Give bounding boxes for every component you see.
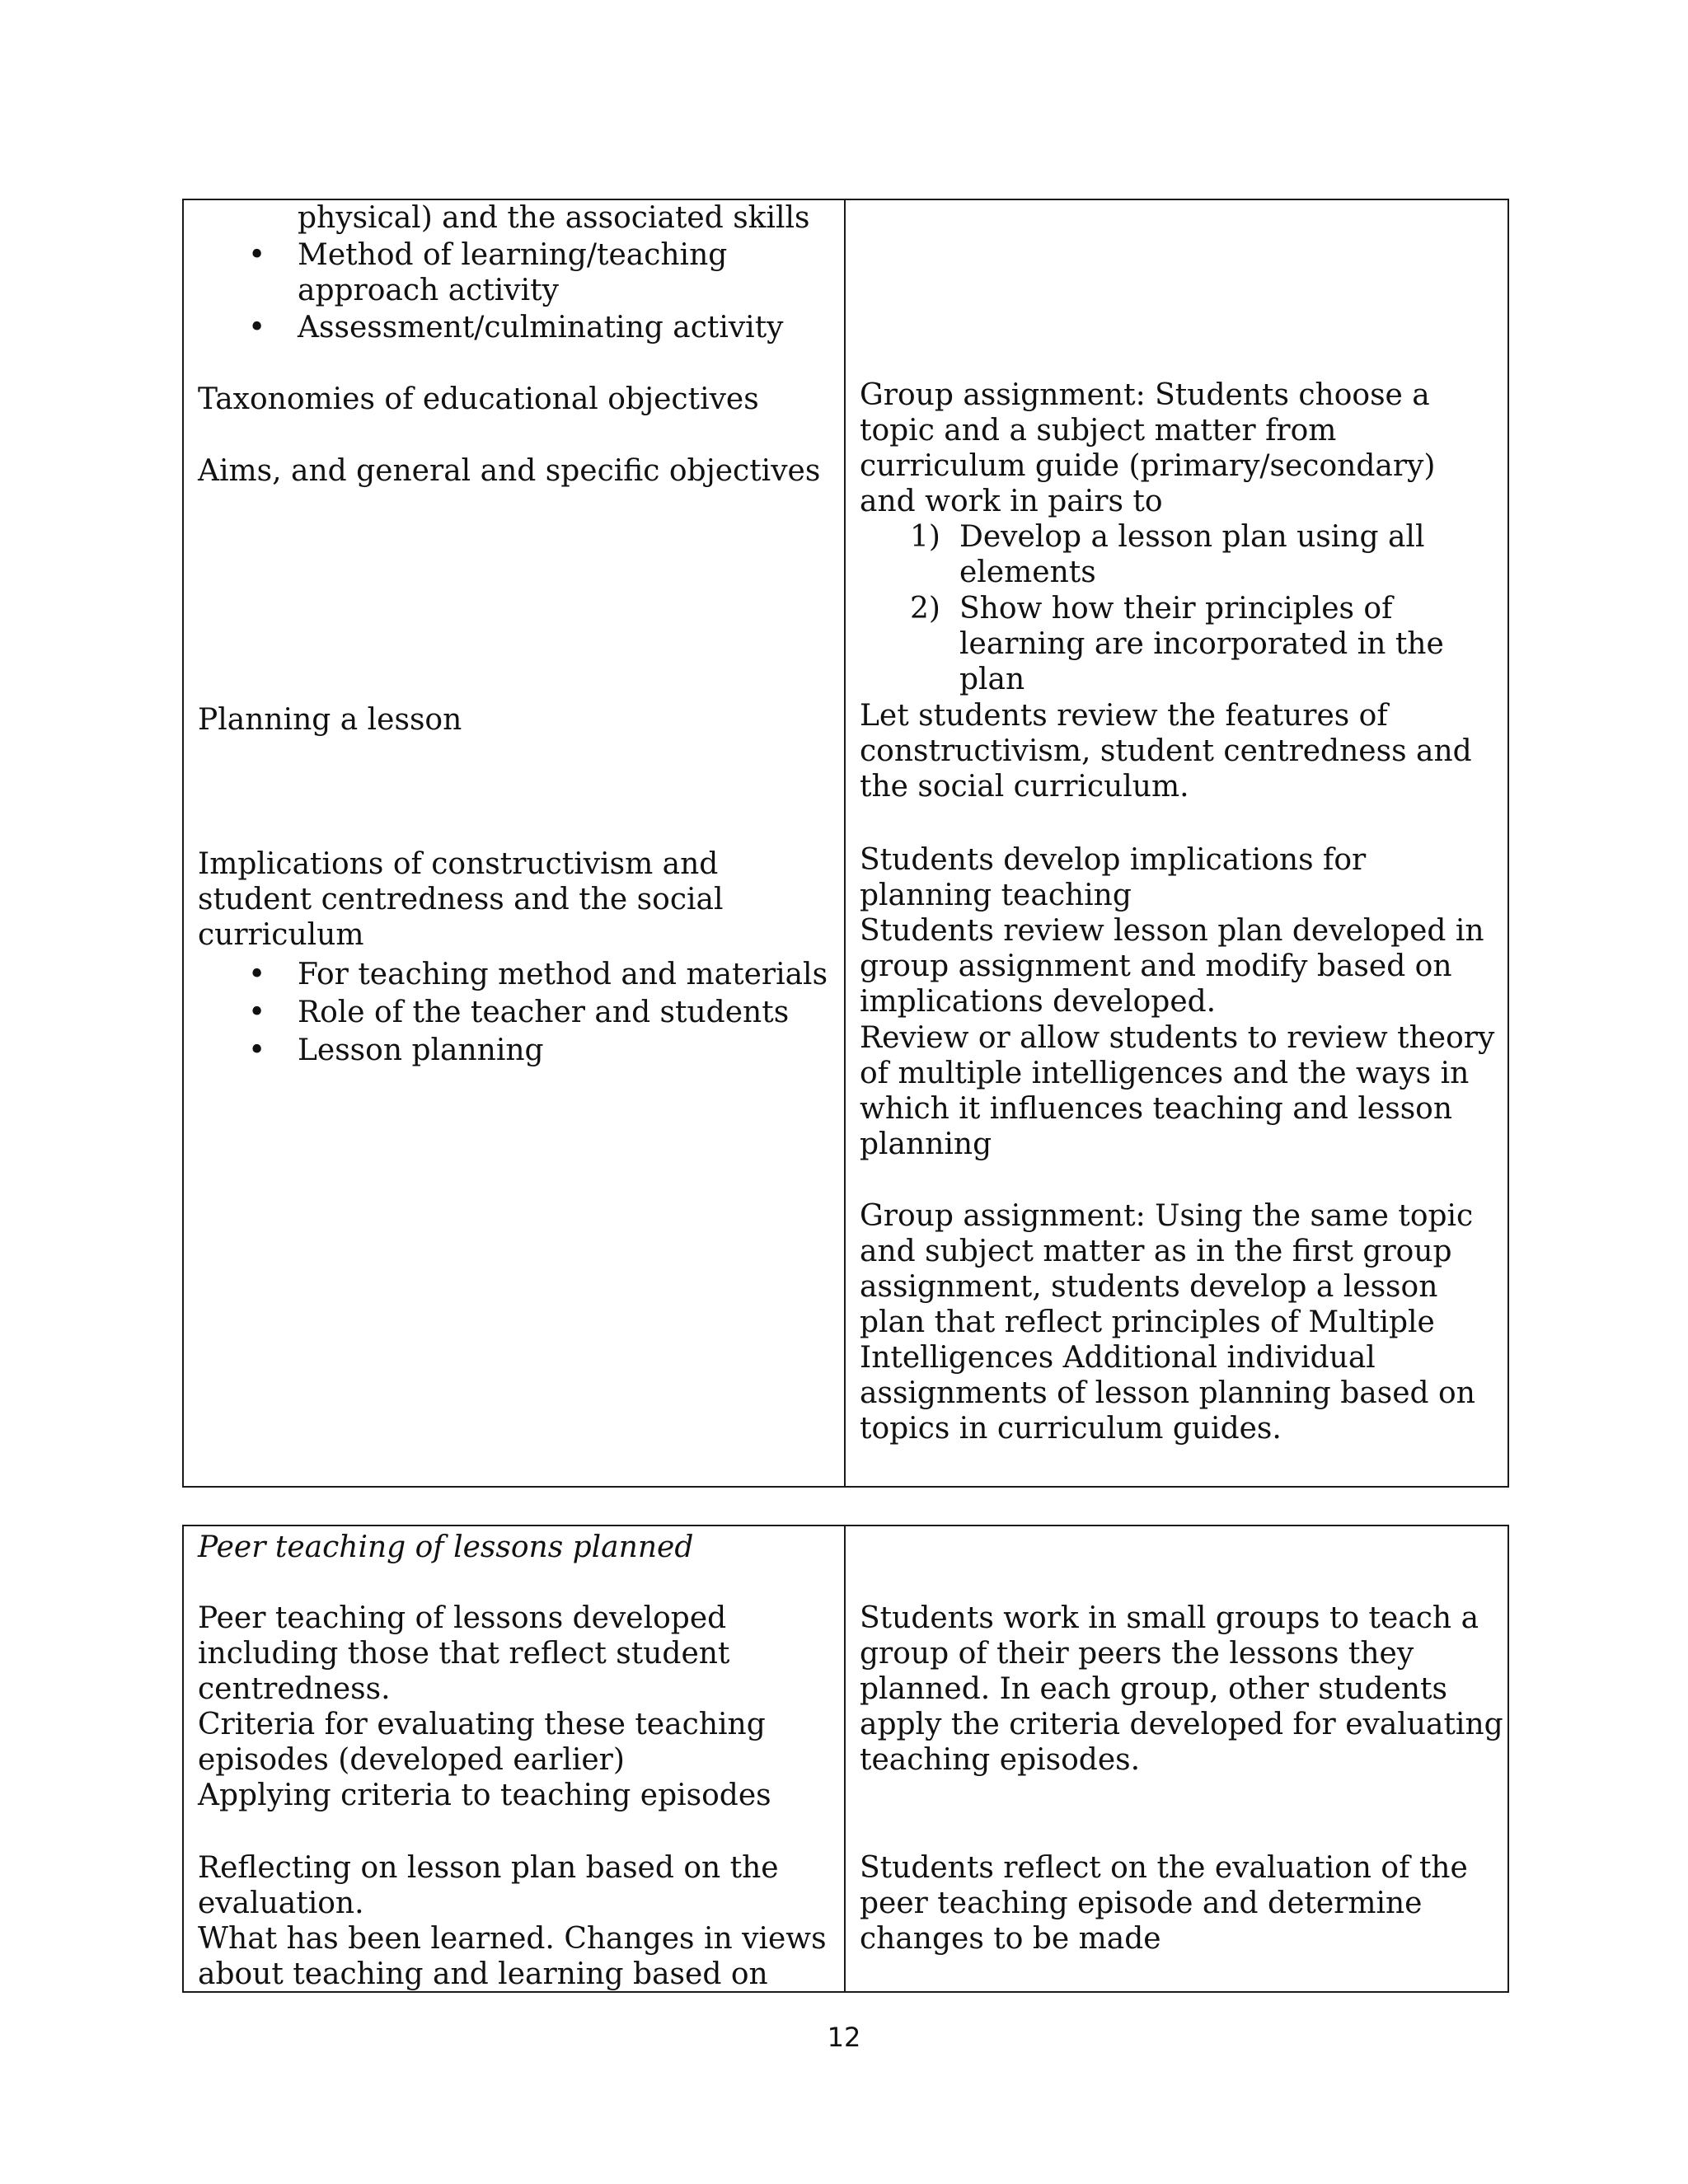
bullet-item-continuation: approach activity bbox=[298, 274, 559, 307]
reflect-evaluation-text: peer teaching episode and determine bbox=[860, 1886, 1423, 1920]
page-number: 12 bbox=[827, 2022, 861, 2053]
group-assignment-2: and subject matter as in the first group bbox=[860, 1235, 1452, 1268]
group-assignment-1: topic and a subject matter from bbox=[860, 414, 1337, 448]
review-features: Let students review the features of bbox=[860, 699, 1388, 733]
small-groups-text: group of their peers the lessons they bbox=[860, 1637, 1414, 1671]
group-assignment-1: curriculum guide (primary/secondary) bbox=[860, 449, 1436, 483]
reflecting-text: What has been learned. Changes in views bbox=[198, 1922, 827, 1956]
review-features: the social curriculum. bbox=[860, 770, 1189, 804]
topic-aims: Aims, and general and specific objectives bbox=[198, 454, 821, 488]
small-groups-text: Students work in small groups to teach a bbox=[860, 1601, 1479, 1635]
content-column bbox=[184, 1526, 846, 1991]
develop-implications: Students develop implications for bbox=[860, 843, 1367, 877]
develop-implications: Students review lesson plan developed in bbox=[860, 914, 1484, 948]
topic-implications: Implications of constructivism and bbox=[198, 847, 719, 881]
bullet-item: Role of the teacher and students bbox=[298, 996, 790, 1029]
small-groups-text: planned. In each group, other students bbox=[860, 1672, 1447, 1706]
peer-teaching-text: Applying criteria to teaching episodes bbox=[198, 1779, 771, 1812]
bullet-item: Lesson planning bbox=[298, 1033, 544, 1067]
section-heading: Peer teaching of lessons planned bbox=[198, 1530, 694, 1564]
bullet-item: Assessment/culminating activity bbox=[298, 311, 784, 344]
bullet-item: For teaching method and materials bbox=[298, 958, 828, 991]
develop-implications: of multiple intelligences and the ways in bbox=[860, 1057, 1470, 1090]
bullet-item: Method of learning/teaching bbox=[298, 238, 728, 272]
develop-implications: Review or allow students to review theory bbox=[860, 1021, 1495, 1055]
activities-column bbox=[846, 200, 1507, 1486]
group-assignment-2: assignment, students develop a lesson bbox=[860, 1270, 1438, 1304]
bullet-dot: • bbox=[248, 1033, 266, 1067]
develop-implications: planning teaching bbox=[860, 879, 1132, 912]
bullet-dot: • bbox=[248, 238, 266, 272]
small-groups-text: apply the criteria developed for evaluating bbox=[860, 1708, 1503, 1741]
topic-implications: curriculum bbox=[198, 918, 364, 952]
content-column bbox=[184, 200, 846, 1486]
reflecting-text: Reflecting on lesson plan based on the bbox=[198, 1851, 779, 1885]
reflect-evaluation-text: changes to be made bbox=[860, 1922, 1161, 1956]
group-assignment-2: Intelligences Additional individual bbox=[860, 1341, 1376, 1375]
small-groups-text: teaching episodes. bbox=[860, 1743, 1141, 1777]
peer-teaching-text: Criteria for evaluating these teaching bbox=[198, 1708, 766, 1741]
numbered-item: elements bbox=[959, 555, 1096, 589]
numbered-item: Show how their principles of bbox=[959, 592, 1393, 626]
review-features: constructivism, student centredness and bbox=[860, 734, 1472, 768]
activities-table-2 bbox=[182, 1525, 1509, 1993]
topic-taxonomies: Taxonomies of educational objectives bbox=[198, 382, 759, 416]
group-assignment-2: assignments of lesson planning based on bbox=[860, 1376, 1475, 1410]
continued-line: physical) and the associated skills bbox=[298, 201, 810, 235]
topic-planning: Planning a lesson bbox=[198, 703, 462, 737]
reflect-evaluation-text: Students reflect on the evaluation of the bbox=[860, 1851, 1468, 1885]
list-number: 2) bbox=[910, 592, 940, 626]
bullet-dot: • bbox=[248, 311, 266, 344]
group-assignment-1: and work in pairs to bbox=[860, 485, 1163, 518]
numbered-item: learning are incorporated in the bbox=[959, 627, 1444, 661]
list-number: 1) bbox=[910, 520, 940, 554]
topic-implications: student centredness and the social bbox=[198, 883, 724, 916]
numbered-item: Develop a lesson plan using all bbox=[959, 520, 1425, 554]
bullet-dot: • bbox=[248, 958, 266, 991]
develop-implications: planning bbox=[860, 1127, 992, 1161]
peer-teaching-text: centredness. bbox=[198, 1672, 391, 1706]
group-assignment-2: Group assignment: Using the same topic bbox=[860, 1199, 1474, 1233]
group-assignment-2: plan that reflect principles of Multiple bbox=[860, 1305, 1435, 1339]
develop-implications: implications developed. bbox=[860, 985, 1217, 1019]
develop-implications: group assignment and modify based on bbox=[860, 949, 1452, 983]
numbered-item: plan bbox=[959, 663, 1025, 696]
peer-teaching-text: including those that reflect student bbox=[198, 1637, 730, 1671]
group-assignment-1: Group assignment: Students choose a bbox=[860, 378, 1430, 412]
group-assignment-2: topics in curriculum guides. bbox=[860, 1412, 1282, 1446]
activities-table-1 bbox=[182, 199, 1509, 1488]
bullet-dot: • bbox=[248, 996, 266, 1029]
activities-column bbox=[846, 1526, 1507, 1991]
develop-implications: which it influences teaching and lesson bbox=[860, 1092, 1453, 1126]
reflecting-text: about teaching and learning based on bbox=[198, 1957, 768, 1991]
peer-teaching-text: episodes (developed earlier) bbox=[198, 1743, 625, 1777]
reflecting-text: evaluation. bbox=[198, 1886, 364, 1920]
peer-teaching-text: Peer teaching of lessons developed bbox=[198, 1601, 727, 1635]
